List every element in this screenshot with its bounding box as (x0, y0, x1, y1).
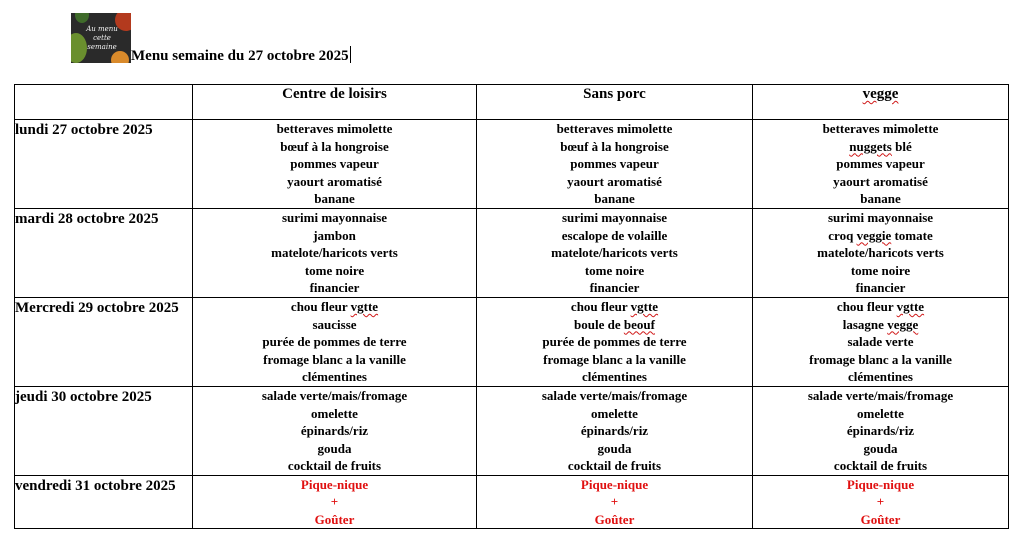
column-header-vegge (753, 85, 1009, 120)
dish-item: tome noire (304, 262, 365, 278)
column-header-centre-de-loisirs: Centre de loisirs (193, 85, 477, 120)
dish-item: yaourt aromatisé (287, 173, 382, 189)
dish-word: beouf (623, 316, 655, 332)
dish-word: tomate (894, 227, 933, 243)
dish-word: de (607, 316, 621, 332)
dish-item: financier (855, 280, 906, 295)
dish-item: fromage blanc a la vanille (543, 351, 686, 367)
dish-item: fromage blanc a la vanille (263, 351, 406, 367)
dish-item: betteraves mimolette (822, 121, 939, 136)
dish-word: blé (895, 138, 912, 154)
dish-item: bœuf à la hongroise (280, 138, 389, 154)
menu-cell (193, 298, 477, 387)
menu-cell (753, 298, 1009, 387)
dish-word: fleur (320, 299, 348, 314)
dish-item (753, 316, 1008, 334)
dish-item: cocktail de fruits (287, 458, 382, 473)
dish-word: vgtte (350, 299, 379, 314)
dish-item: surimi mayonnaise (561, 210, 668, 225)
logo-text: Au menu cette semaine (86, 25, 118, 51)
menu-cell (477, 298, 753, 387)
dish-item: purée de pommes de terre (262, 334, 407, 349)
dish-item: cocktail de fruits (567, 458, 662, 473)
day-label: jeudi 30 octobre 2025 (15, 387, 193, 476)
dish-item: salade verte (847, 334, 914, 349)
dish-item: pommes vapeur (836, 156, 925, 171)
dish-item: Pique-nique (846, 476, 915, 492)
menu-cell (753, 209, 1009, 298)
header-empty-cell (15, 85, 193, 120)
dish-item: jambon (313, 227, 356, 243)
dish-item: yaourt aromatisé (833, 173, 928, 189)
dish-item: omelette (311, 405, 358, 421)
dish-word: nuggets (849, 138, 892, 154)
dish-item: + (330, 494, 339, 509)
dish-word: fleur (866, 299, 894, 314)
dish-item: Goûter (594, 511, 635, 527)
dish-item: clémentines (848, 369, 913, 384)
dish-item: surimi mayonnaise (281, 210, 388, 225)
dish-item: gouda (597, 440, 632, 456)
dish-item: matelote/haricots verts (817, 245, 944, 260)
menu-cell (193, 209, 477, 298)
dish-item (753, 298, 1008, 316)
dish-word: croq (828, 227, 854, 243)
menu-cell (477, 209, 753, 298)
dish-item: épinards/riz (300, 423, 369, 438)
dish-item: Pique-nique (300, 476, 369, 492)
dish-word: vegge (887, 316, 919, 332)
dish-word: lasagne (842, 316, 884, 332)
day-label: vendredi 31 octobre 2025 (15, 475, 193, 529)
dish-item: Goûter (860, 511, 901, 527)
dish-item: Pique-nique (580, 476, 649, 492)
dish-item: financier (309, 280, 360, 295)
dish-item: épinards/riz (846, 423, 915, 438)
menu-cell (753, 120, 1009, 209)
dish-item: gouda (863, 440, 898, 456)
dish-item (477, 316, 752, 334)
menu-logo-image (71, 13, 131, 63)
menu-cell (477, 475, 753, 529)
dish-item: salade verte/mais/fromage (541, 388, 688, 403)
dish-item: escalope de volaille (561, 227, 668, 243)
dish-item: banane (594, 191, 635, 206)
table-header-row (15, 85, 1009, 120)
day-label: Mercredi 29 octobre 2025 (15, 298, 193, 387)
dish-item: yaourt aromatisé (567, 173, 662, 189)
column-header-vegge-text: vegge (862, 86, 899, 102)
weekly-menu-table (14, 84, 1009, 529)
page-title-text: Menu semaine du 27 octobre 2025 (131, 48, 349, 64)
dish-word: chou (290, 299, 318, 314)
dish-word: vgtte (630, 299, 659, 314)
dish-item: tome noire (584, 262, 645, 278)
table-row (15, 475, 1009, 529)
dish-item: cocktail de fruits (833, 458, 928, 473)
menu-cell (477, 387, 753, 476)
day-label: mardi 28 octobre 2025 (15, 209, 193, 298)
dish-item: épinards/riz (580, 423, 649, 438)
dish-item: Goûter (314, 511, 355, 527)
table-row (15, 298, 1009, 387)
dish-item: omelette (857, 405, 904, 421)
dish-item: banane (860, 191, 901, 206)
dish-item (477, 298, 752, 316)
dish-word: boule (574, 316, 605, 332)
menu-cell (193, 120, 477, 209)
table-row (15, 120, 1009, 209)
dish-item: clémentines (302, 369, 367, 384)
table-row (15, 387, 1009, 476)
dish-word: chou (570, 299, 598, 314)
day-label: lundi 27 octobre 2025 (15, 120, 193, 209)
dish-item: surimi mayonnaise (827, 210, 934, 225)
dish-word: chou (836, 299, 864, 314)
dish-item: clémentines (582, 369, 647, 384)
dish-item: + (876, 494, 885, 509)
dish-item: matelote/haricots verts (271, 245, 398, 260)
menu-cell (193, 387, 477, 476)
dish-word: vgtte (896, 299, 925, 314)
menu-cell (193, 475, 477, 529)
dish-item: purée de pommes de terre (542, 334, 687, 349)
dish-item: salade verte/mais/fromage (261, 388, 408, 403)
dish-item: matelote/haricots verts (551, 245, 678, 260)
dish-item: banane (314, 191, 355, 206)
dish-word: fleur (600, 299, 628, 314)
dish-item (753, 227, 1008, 245)
column-header-sans-porc: Sans porc (477, 85, 753, 120)
dish-item: pommes vapeur (570, 156, 659, 171)
dish-item: omelette (591, 405, 638, 421)
dish-item: betteraves mimolette (276, 121, 393, 136)
dish-item: bœuf à la hongroise (560, 138, 669, 154)
table-row (15, 209, 1009, 298)
text-cursor (350, 46, 351, 63)
menu-cell (477, 120, 753, 209)
dish-item (753, 138, 1008, 156)
dish-item: tome noire (850, 262, 911, 278)
dish-word: veggie (856, 227, 892, 243)
page-title[interactable] (131, 46, 351, 66)
dish-item: gouda (317, 440, 352, 456)
menu-cell (753, 475, 1009, 529)
dish-item: saucisse (312, 316, 357, 332)
dish-item: salade verte/mais/fromage (807, 388, 954, 403)
dish-item: fromage blanc a la vanille (809, 351, 952, 367)
dish-item: pommes vapeur (290, 156, 379, 171)
dish-item: financier (589, 280, 640, 295)
dish-item: + (610, 494, 619, 509)
menu-cell (753, 387, 1009, 476)
dish-item (193, 298, 476, 316)
dish-item: betteraves mimolette (556, 121, 673, 136)
